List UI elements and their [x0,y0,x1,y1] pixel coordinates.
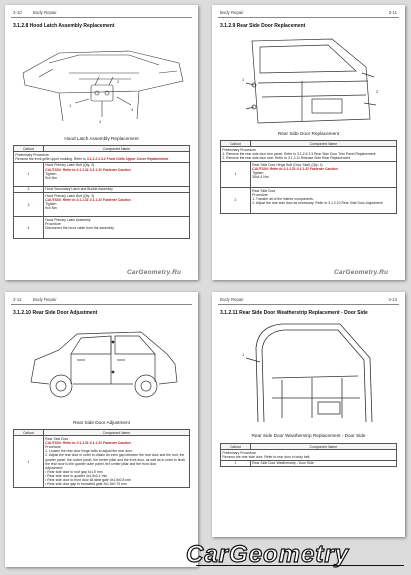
procedure-step: 1. Transfer all of the interior components. [252,196,314,201]
svg-text:1: 1 [242,77,245,82]
section-title: 3.1.2.9 Rear Side Door Replacement [220,23,306,29]
procedure-heading: Procedure [252,192,268,197]
callout-header: Callout [221,141,251,147]
manual-page-3 [5,292,198,567]
torque-value: 35x4.4 Nm [252,174,269,179]
procedure-heading: Procedure [45,221,61,226]
manual-page-2 [212,5,405,280]
tighten-label: Tighten [45,171,57,176]
component-name: Hood Secondary Latch and Buckle Assembly [43,186,189,192]
table-row [14,217,190,239]
tighten-label: Tighten [252,170,264,175]
figure-caption: Rear Side Door Replacement [277,131,340,136]
procedure-label: Preliminary Procedure [222,450,256,455]
component-name: Rear Side Door [252,188,276,193]
callout-number: 1 [14,162,44,186]
caution-text[interactable]: CAUTION: Refer to 0.1.1.31 0.1.1.31 Fastener Caution. [45,197,132,202]
table-row [14,436,190,488]
procedure-step: 2. Remove the rear side door rear. Refer to 3.1.2.11 Release Side Rear Replacement [222,156,351,161]
caution-text[interactable]: CAUTION: Refer to 0.1.1.31 0.1.1.31 Fastener Caution. [45,167,132,172]
page-number: 3-12 [13,297,22,302]
caution-text[interactable]: CAUTION: Refer to 0.1.1.31 0.1.1.31 Fastener Caution. [45,441,132,446]
component-header: Component Name [43,430,189,436]
rear-door-illustration [242,33,382,128]
procedure-text: Remove the rear side door. Refer to rear door in body belt. [222,455,311,460]
page-number: 3-10 [13,10,22,15]
procedure-row [14,152,190,162]
procedure-link[interactable]: 3.1.2.2.1.3.2 Front Grille Upper Cover Replacement [86,157,169,162]
callout-number: 1 [221,460,251,466]
callout-table [220,140,397,214]
adjustment-label: Adjustment: [45,465,64,470]
callout-table [220,443,397,467]
component-name: Hood Primary Latch Bolt (Qty: 2) [45,163,95,168]
component-name: Hood Primary Latch Assembly [45,217,91,222]
page-number: 3-11 [388,10,397,15]
svg-text:1: 1 [242,352,245,357]
svg-text:2: 2 [117,79,120,84]
adjustment-spec: • Rear side door to front door all label gate 4x1.5x0.8 mm [45,478,131,483]
section-title: 3.1.2.11 Rear Side Door Weatherstrip Replacement - Door Side [220,310,368,316]
figure-caption: Hood Latch Assembly Replacement [64,136,139,141]
callout-number: 4 [14,217,44,239]
procedure-row [221,450,397,460]
component-name: Hood Primary Latch Bolt (Qty: 3) [45,193,95,198]
manual-page-4 [212,292,405,537]
adjustment-spec: • Rear side door to roof gap 4x1.5 mm [45,470,103,475]
table-row [14,193,190,217]
logo-underline [196,565,404,566]
callout-number: 2 [221,187,251,213]
procedure-label: Preliminary Procedure [15,152,49,157]
callout-header: Callout [14,146,44,152]
procedure-label: Preliminary Procedure [222,147,256,152]
component-name: Rear Side Door Hinge Bolt (Door Side) (Qty: 4) [252,162,323,167]
procedure-step: 1. Loosen the rear door hinge bolts to adjust the rear door. [45,449,133,454]
page-header: Body Repair [33,297,57,302]
header-rule [218,304,399,305]
table-row [14,162,190,186]
header-rule [218,17,399,18]
figure-caption: Rear Side Door Adjustment [73,420,130,425]
adjustment-spec: • Rear side door to quarter 4x1.5x0.1 mm [45,474,108,479]
page-number: 3-13 [388,297,397,302]
procedure-text: Remove the front grille upper molding. Refer to [15,157,86,162]
figure-caption: Rear Side Door Weatherstrip Replacement - Door Side [251,433,366,438]
torque-value: 9x4 Nm [45,206,57,211]
procedure-heading: Procedure [45,445,61,450]
svg-text:2: 2 [376,89,379,94]
component-header: Component Name [43,146,189,152]
callout-table [13,429,190,488]
procedure-step: 1. Remove the rear side door trim panel. Refer to 3.1.2.5.3.3 Rear Side Door Trim Panel Replacement [222,152,376,157]
procedure-step: 2. Adjust the rear side door as necessary. Refer to 3.1.2.10 Rear Side Door Adjustment [252,200,383,205]
page-header: Body Repair [220,10,244,15]
component-header: Component Name [250,444,396,450]
component-name: Rear Side Door Weatherstrip - Door Side [250,460,396,466]
component-name: Rear Side Door [45,436,69,441]
table-row [221,161,397,187]
section-title: 3.1.2.10 Rear Side Door Adjustment [13,310,98,316]
procedure-step: 2. Adjust the rear door in order to obtain an even gap between the rear door and the roof, the quarter panel, the rocker panel, the center pillar and the front door, as well as in order to flush the rear door to the quarter outer panel, the center pillar and the front door. [45,453,186,466]
procedure-row [221,147,397,162]
page-header: Body Repair [220,297,244,302]
table-row [221,460,397,466]
table-row [221,187,397,213]
svg-text:4: 4 [99,119,102,124]
adjustment-spec: • Rear side door gap to truncated gate 3x1.5x0.75 mm [45,482,127,487]
callout-number: 1 [14,436,44,488]
tighten-label: Tighten [45,202,57,206]
manual-page-1 [5,5,198,280]
watermark: CarGeometry.Ru [127,269,182,276]
section-title: 3.1.2.8 Hood Latch Assembly Replacement [13,23,115,29]
caution-text[interactable]: CAUTION: Refer to 0.1.1.31 0.1.1.31 Fastener Caution. [252,166,339,171]
callout-header: Callout [14,430,44,436]
callout-header: Callout [221,444,251,450]
callout-number: 2 [14,186,44,192]
svg-text:3: 3 [131,107,134,112]
weatherstrip-illustration [242,318,378,426]
procedure-step: Disconnect the hood cable from the assembly. [45,226,115,230]
torque-value: 9x4 Nm [45,175,57,180]
callout-table [13,145,190,239]
callout-number: 1 [221,161,251,187]
svg-text:1: 1 [69,103,72,108]
watermark: CarGeometry.Ru [334,269,389,276]
page-header: Body Repair [33,10,57,15]
header-rule [11,17,192,18]
callout-number: 3 [14,193,44,217]
hood-latch-illustration [19,33,187,128]
cargeometry-logo: CarGeometry [186,541,350,568]
vehicle-side-illustration [25,320,181,408]
component-header: Component Name [250,141,396,147]
header-rule [11,304,192,305]
